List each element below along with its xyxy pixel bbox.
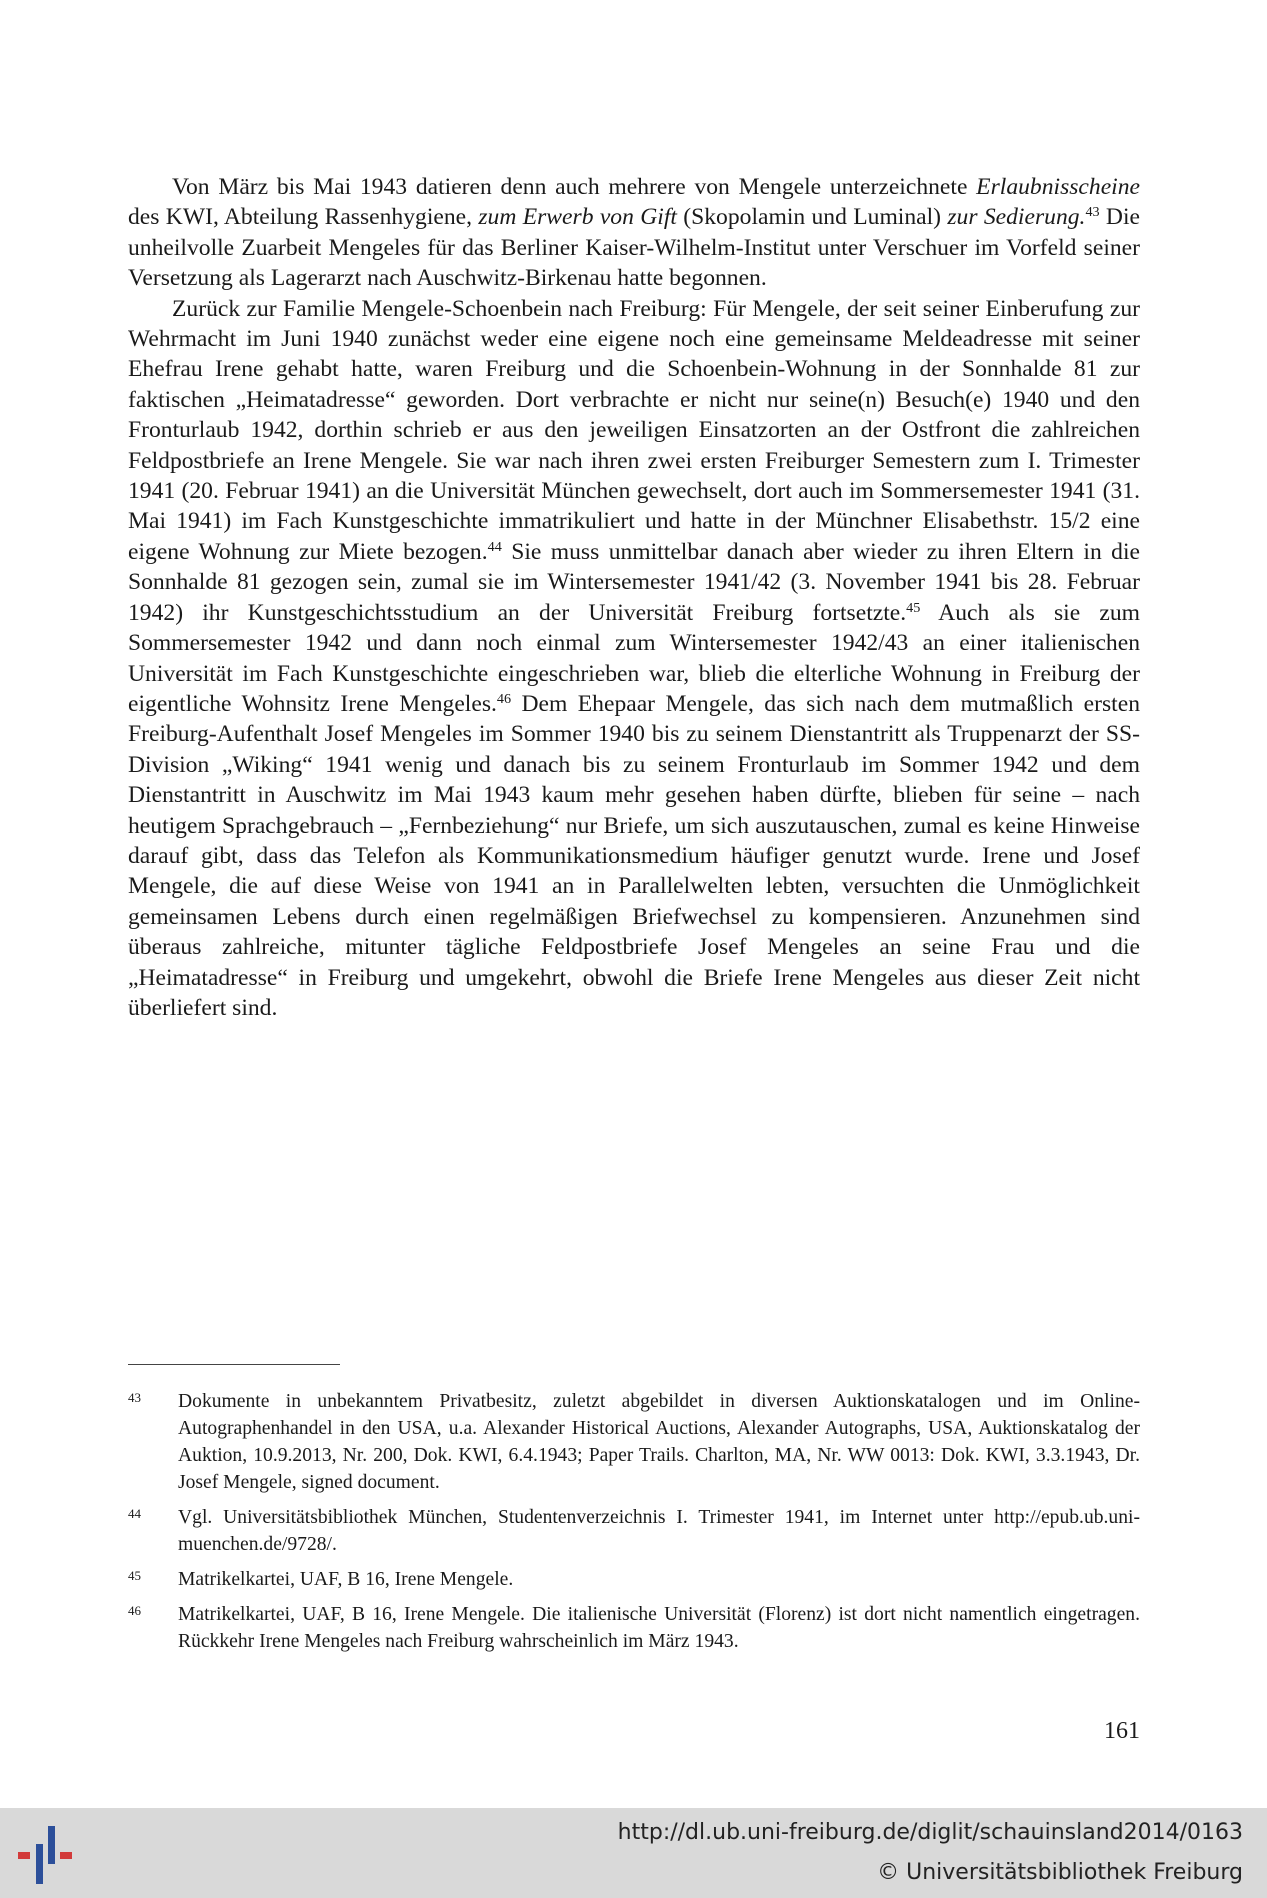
footnote-text: Matrikelkartei, UAF, B 16, Irene Mengele. Die italienische Universität (Florenz) ist dort nicht namentlich eingetragen. Rückkehr Irene Mengeles nach Freiburg wahrscheinlich im März 1943. — [178, 1604, 1140, 1652]
text-span: (Skopolamin und Luminal) — [676, 204, 948, 231]
footnote — [128, 1504, 1140, 1558]
footnote-ref: 45 — [906, 599, 921, 616]
italic-span: zur Sedierung. — [947, 204, 1086, 231]
footnote — [128, 1566, 1140, 1593]
page-number: 161 — [1104, 1718, 1140, 1744]
paragraph — [128, 172, 1140, 294]
italic-span: Erlaubnisscheine — [976, 174, 1140, 200]
text-span: Von März bis Mai 1943 datieren denn auch mehrere von Mengele unterzeichnete — [172, 174, 977, 200]
body-text — [128, 172, 1140, 1023]
footnote-number: 46 — [128, 1603, 141, 1618]
footnote-separator — [128, 1364, 340, 1365]
footnote-ref: 43 — [1085, 204, 1100, 221]
footnote-text: Vgl. Universitätsbibliothek München, Studentenverzeichnis I. Trimester 1941, im Internet unter http://epub.ub.uni-muenchen.de/9728/. — [178, 1507, 1140, 1555]
footer-bar — [0, 1808, 1267, 1898]
text-span: des KWI, Abteilung Rassenhygiene, — [128, 204, 479, 231]
copyright-notice: © Universitätsbibliothek Freiburg — [877, 1860, 1243, 1885]
footnote-text: Dokumente in unbekanntem Privatbesitz, zuletzt abgebildet in diversen Auktionskatalogen und im Online-Autographenhandel in den USA, u.a. Alexander Historical Auctions, Alexander Autographs, USA, Auktionskatalog der Auktion, 10.9.2013, Nr. 200, Dok. KWI, 6.4.1943; Paper Trails. Charlton, MA, Nr. WW 0013: Dok. KWI, 3.3.1943, Dr. Josef Mengele, signed document. — [178, 1391, 1140, 1493]
footnotes — [128, 1388, 1140, 1663]
text-span: Sie muss unmittelbar danach aber wieder zu ihren Eltern in die Sonnhalde 81 gezogen sein, zumal sie im Wintersemester 1941/42 (3. November 1941 bis 28. Februar 1942) ihr Kunstgeschichtsstudium an der Universität Freiburg fortsetzte. — [128, 538, 1140, 626]
ub-freiburg-logo-icon — [14, 1822, 80, 1886]
footnote-ref: 44 — [487, 539, 502, 556]
footnote-number: 43 — [128, 1390, 141, 1405]
text-span: Die unheilvolle Zuarbeit Mengeles für das Berliner Kaiser-Wilhelm-Institut unter Verschuer im Vorfeld seiner Versetzung als Lagerarzt nach Auschwitz-Birkenau hatte begonnen. — [128, 204, 1140, 292]
footnote-text: Matrikelkartei, UAF, B 16, Irene Mengele. — [178, 1569, 514, 1590]
footnote-number: 44 — [128, 1506, 141, 1521]
text-span: Zurück zur Familie Mengele-Schoenbein nach Freiburg: Für Mengele, der seit seiner Einberufung zur Wehrmacht im Juni 1940 zunächst weder eine eigene noch eine gemeinsame Meldeadresse mit seiner Ehefrau Irene gehabt hatte, waren Freiburg und die Schoenbein-Wohnung in der Sonnhalde 81 zur faktischen „Heimatadresse“ geworden. Dort verbrachte er nicht nur seine(n) Besuch(e) 1940 und den Fronturlaub 1942, dorthin schrieb er aus den jeweiligen Einsatzorten an der Ostfront die zahlreichen Feldpostbriefe an Irene Mengele. Sie war nach ihren zwei ersten Freiburger Semestern zum I. Trimester 1941 (20. Februar 1941) an die Universität München gewechselt, dort auch im Sommersemester 1941 (31. Mai 1941) im Fach Kunstgeschichte immatrikuliert und hatte in der Münchner Elisabethstr. 15/2 eine eigene Wohnung zur Miete bezogen. — [128, 295, 1140, 565]
footnote-ref: 46 — [496, 691, 512, 708]
text-span: Dem Ehepaar Mengele, das sich nach dem mutmaßlich ersten Freiburg-Aufenthalt Josef Mengeles im Sommer 1940 bis zu seinem Dienstantritt als Truppenarzt der SS-Division „Wiking“ 1941 wenig und danach bis zu seinem Fronturlaub im Sommer 1942 und dem Dienstantritt in Auschwitz im Mai 1943 kaum mehr gesehen haben dürfte, blieben für seine – nach heutigem Sprachgebrauch – „Fernbeziehung“ nur Briefe, um sich auszutauschen, zumal es keine Hinweise darauf gibt, dass das Telefon als Kommunikationsmedium häufiger genutzt wurde. Irene und Josef Mengele, die auf diese Weise von 1941 an in Parallelwelten lebten, versuchten die Unmöglichkeit gemeinsamen Lebens durch einen regelmäßigen Briefwechsel zu kompensieren. Anzunehmen sind überaus zahlreiche, mitunter tägliche Feldpostbriefe Josef Mengeles an seine Frau und die „Heimatadresse“ in Freiburg und umgekehrt, obwohl die Briefe Irene Mengeles aus dieser Zeit nicht überliefert sind. — [128, 690, 1140, 1021]
paragraph — [128, 294, 1140, 1024]
italic-span: zum Erwerb von Gift — [478, 204, 677, 231]
footnote — [128, 1388, 1140, 1496]
text-span: Auch als sie zum Sommersemester 1942 und dann noch einmal zum Wintersemester 1942/43 an einer italienischen Universität im Fach Kunstgeschichte eingeschrieben war, blieb die elterliche Wohnung in Freiburg der eigentliche Wohnsitz Irene Mengeles. — [128, 599, 1140, 717]
footnote — [128, 1601, 1140, 1655]
source-url-link[interactable]: http://dl.ub.uni-freiburg.de/diglit/schauinsland2014/0163 — [617, 1820, 1243, 1845]
footnote-number: 45 — [128, 1568, 141, 1583]
